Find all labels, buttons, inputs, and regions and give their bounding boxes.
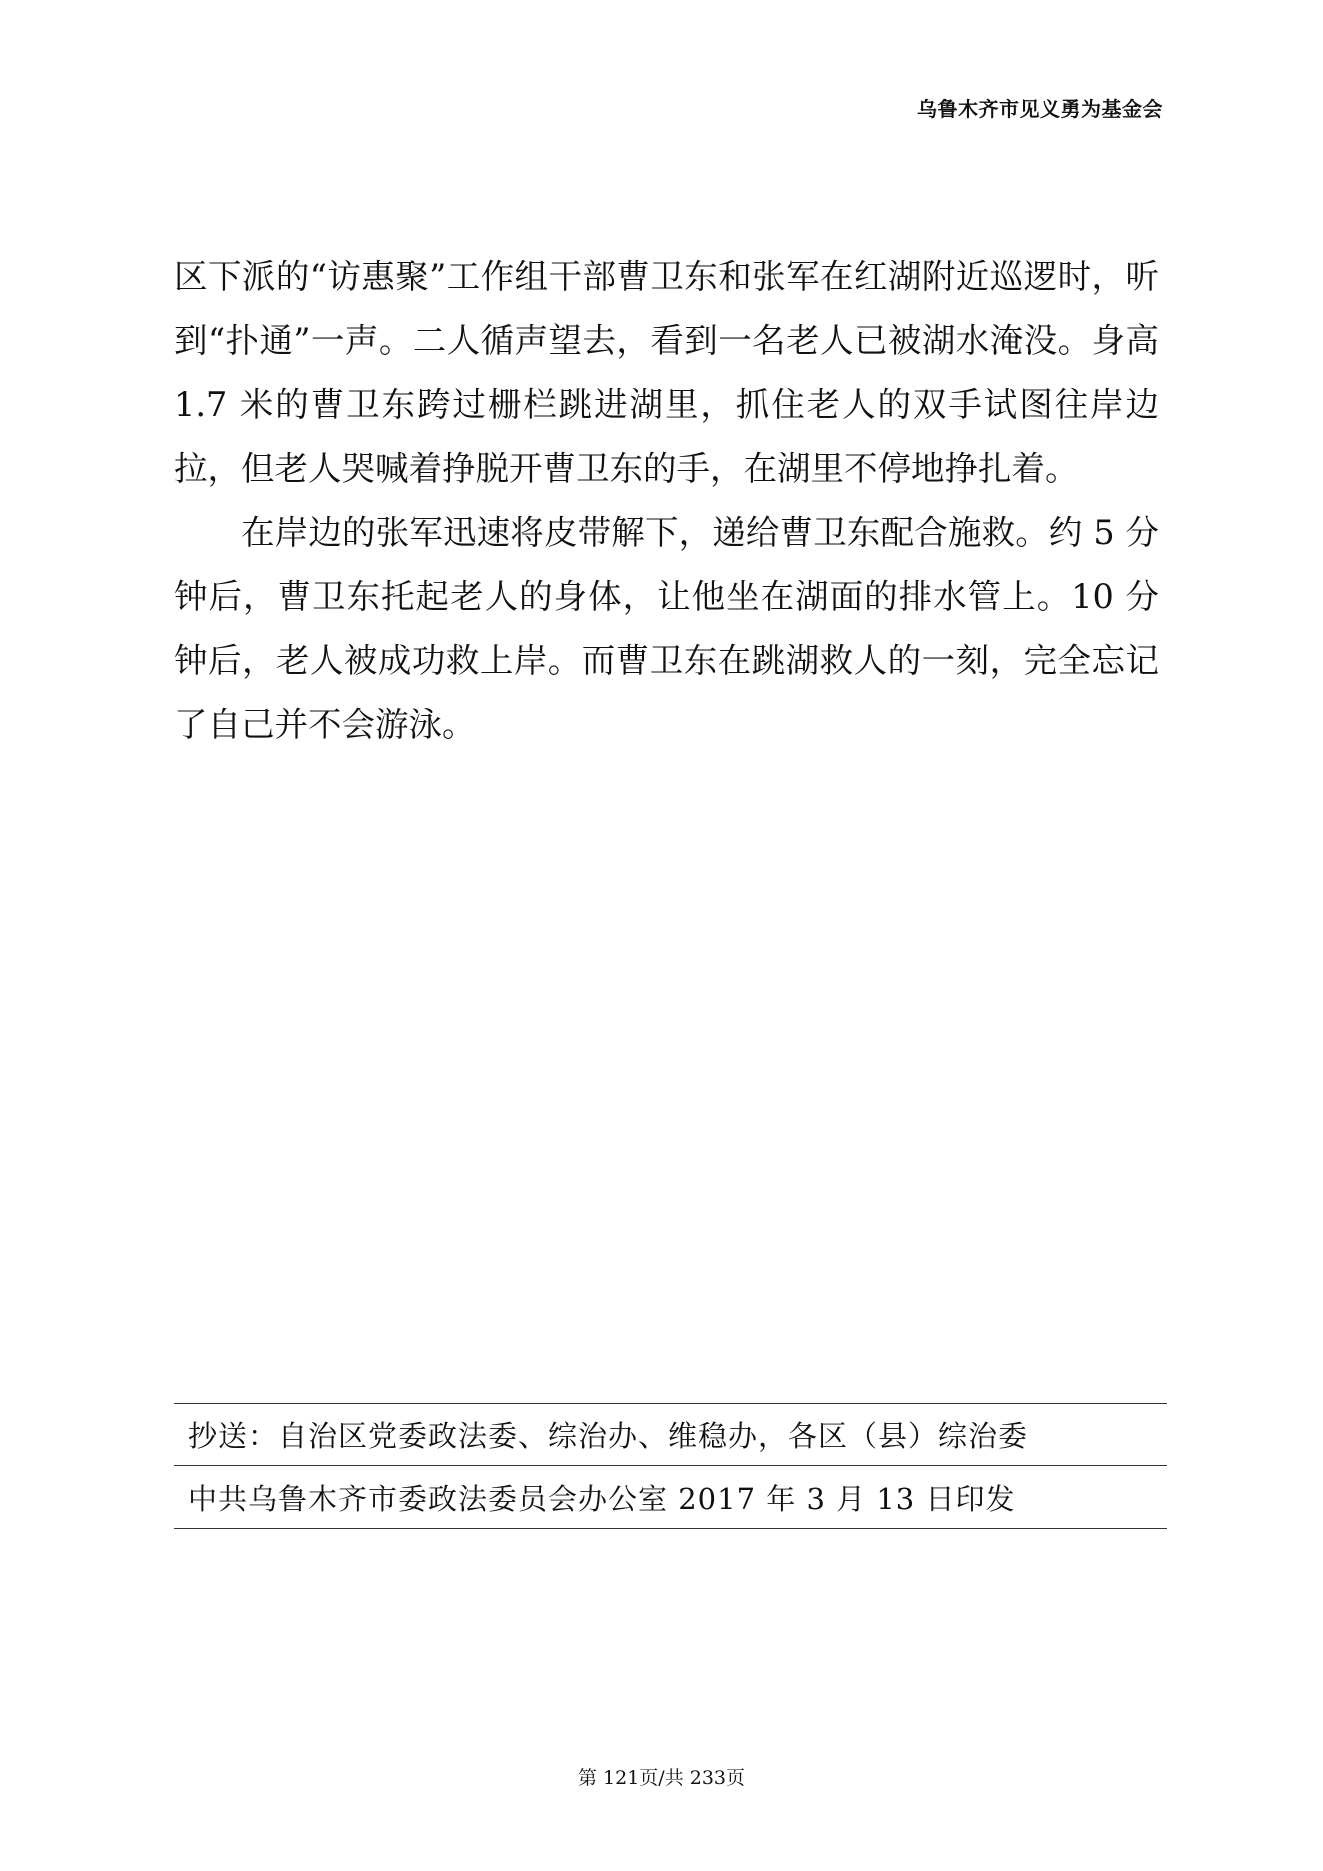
cc-line: 抄送：自治区党委政法委、综治办、维稳办，各区（县）综治委 bbox=[174, 1403, 1167, 1465]
distribution-block bbox=[174, 1403, 1167, 1529]
body-paragraph-1: 区下派的“访惠聚”工作组干部曹卫东和张军在红湖附近巡逻时，听到“扑通”一声。二人循声望去，看到一名老人已被湖水淹没。身高 1.7 米的曹卫东跨过栅栏跳进湖里，抓住老人的双手试图往岸边拉，但老人哭喊着挣脱开曹卫东的手，在湖里不停地挣扎着。 bbox=[174, 257, 1159, 488]
header-organization: 乌鲁木齐市见义勇为基金会 bbox=[917, 97, 1163, 121]
body-paragraph-2: 在岸边的张军迅速将皮带解下，递给曹卫东配合施救。约 5 分钟后，曹卫东托起老人的身体，让他坐在湖面的排水管上。10 分钟后，老人被成功救上岸。而曹卫东在跳湖救人的一刻，完全忘记了自己并不会游泳。 bbox=[174, 513, 1159, 744]
issued-line: 中共乌鲁木齐市委政法委员会办公室 2017 年 3 月 13 日印发 bbox=[174, 1465, 1167, 1529]
document-body bbox=[174, 245, 1159, 757]
page-number: 第 121页/共 233页 bbox=[577, 1767, 745, 1789]
